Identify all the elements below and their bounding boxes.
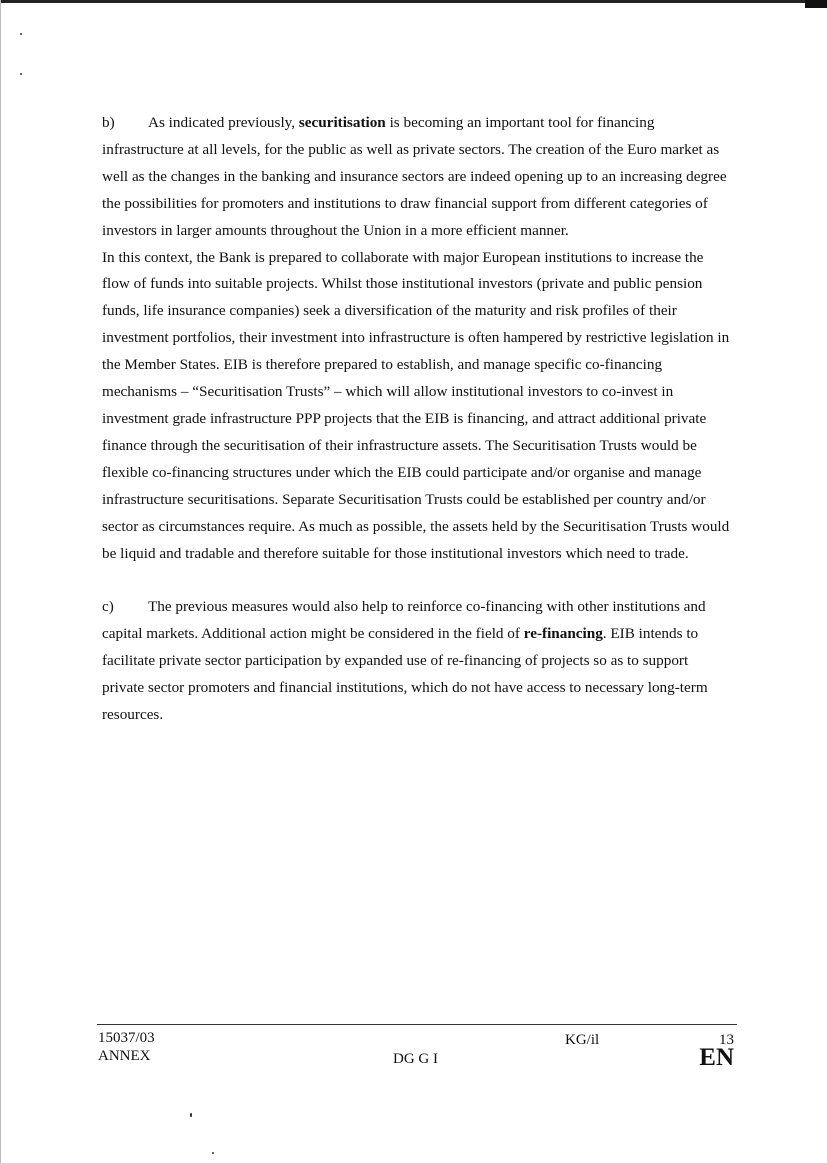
paragraph-text: The previous measures would also help to reinforce co-financing with other institutions and capital markets. Additional action might be considered in the field of bbox=[102, 598, 706, 643]
paragraph-b bbox=[102, 110, 732, 245]
left-edge bbox=[0, 0, 1, 1163]
paragraph-text: . EIB intends to facilitate private sector participation by expanded use of re-financing of projects so as to support private sector promoters and financial institutions, which do not have access to necessary long-term resources. bbox=[102, 625, 708, 724]
paragraph-context: In this context, the Bank is prepared to collaborate with major European institutions to increase the flow of funds into suitable projects. Whilst those institutional investors (private and public pension funds, life insurance companies) seek a diversification of the maturity and risk profiles of their investment portfolios, their investment into infrastructure is often hampered by restrictive legislation in the Member States. EIB is therefore prepared to establish, and manage specific co-financing mechanisms – “Securitisation Trusts” – which will allow institutional investors to co-invest in investment grade infrastructure PPP projects that the EIB is financing, and attract additional private finance through the securitisation of their infrastructure assets. The Securitisation Trusts would be flexible co-financing structures under which the EIB could participate and/or organise and manage infrastructure securitisations. Separate Securitisation Trusts could be established per country and/or sector as circumstances require. As much as possible, the assets held by the Securitisation Trusts would be liquid and tradable and therefore suitable for those institutional investors which need to trade. bbox=[102, 248, 730, 562]
bold-term: re-financing bbox=[523, 625, 603, 643]
footer-doc-number: 15037/03 bbox=[98, 1030, 155, 1046]
footer-annex: ANNEX bbox=[98, 1048, 151, 1064]
paragraph-label: c) bbox=[102, 598, 114, 616]
document-body bbox=[102, 110, 732, 729]
scan-speck bbox=[20, 73, 22, 75]
footer-dg: DG G I bbox=[393, 1051, 438, 1067]
paragraph-label: b) bbox=[102, 114, 115, 131]
top-border-mark bbox=[805, 0, 827, 8]
top-border bbox=[0, 0, 827, 3]
scan-speck bbox=[212, 1152, 214, 1154]
paragraph-text: As indicated previously, bbox=[148, 114, 299, 131]
scan-speck bbox=[20, 33, 22, 35]
footer-page-number: 13 bbox=[719, 1032, 734, 1048]
bold-term: securitisation bbox=[298, 114, 386, 131]
scan-speck bbox=[190, 1113, 192, 1117]
footer-initials: KG/il bbox=[565, 1032, 600, 1048]
footer-language: EN bbox=[699, 1044, 734, 1071]
paragraph-gap bbox=[102, 567, 732, 594]
paragraph-c bbox=[102, 594, 732, 729]
paragraph-text: is becoming an important tool for financing infrastructure at all levels, for the public as well as private sectors. The creation of the Euro market as well as the changes in the banking and insurance sectors are indeed opening up to an increasing degree the possibilities for promoters and institutions to draw financial support from different categories of investors in larger amounts throughout the Union in a more efficient manner. bbox=[102, 114, 727, 239]
footer-rule bbox=[97, 1024, 737, 1025]
